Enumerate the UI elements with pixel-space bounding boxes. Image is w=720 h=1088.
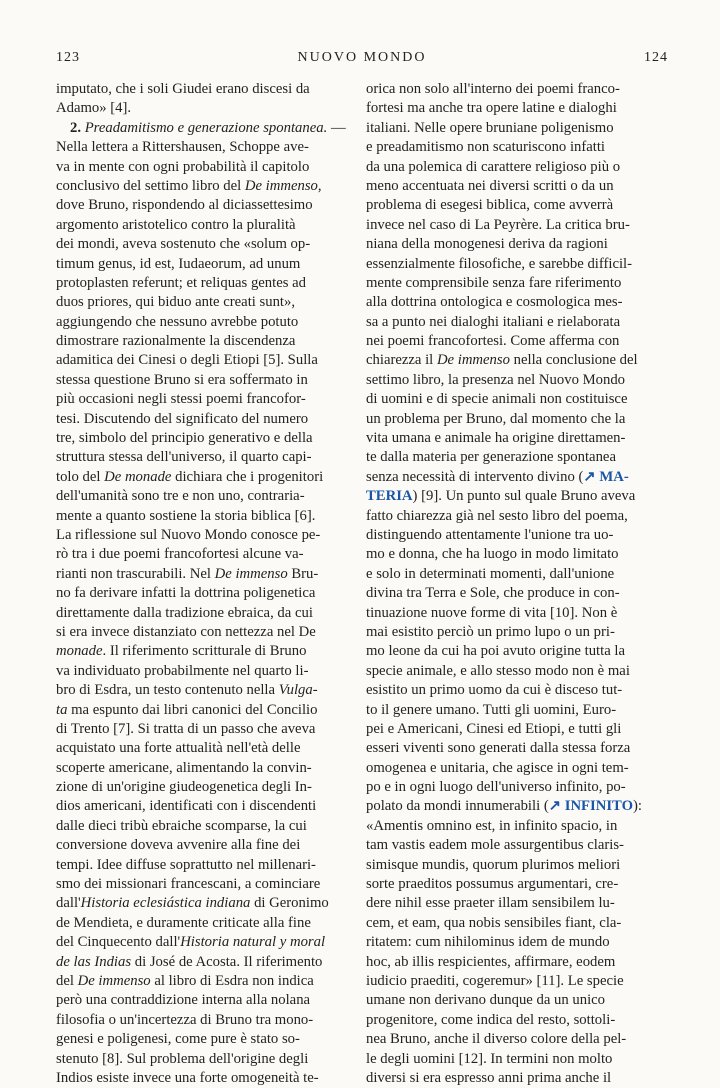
text-line: italiani. Nelle opere bruniane poligenismo	[366, 119, 614, 136]
text-line: nea Bruno, anche il diverso colore della pel-	[366, 1031, 627, 1048]
text-line: esistito un primo uomo da cui è disceso tut-	[366, 682, 623, 699]
text-line: va individuato probabilmente nel quarto li-	[56, 662, 309, 679]
text-line: diversi si era espresso anni prima anche il	[366, 1069, 612, 1086]
text-line: progenitore, come indica del resto, sottoli-	[366, 1011, 616, 1028]
text-line: chiarezza il De immenso nella conclusione del	[366, 352, 638, 369]
text-line: dalle dieci tribù ebraiche scomparse, la cui	[56, 817, 307, 834]
page-number-left: 123	[56, 50, 80, 65]
cross-ref-link[interactable]: TERIA	[366, 488, 413, 505]
text-line: bro di Esdra, un testo contenuto nella Vulga-	[56, 682, 318, 699]
text-line: zione di un'origine giudeogenetica degli In-	[56, 779, 312, 796]
text-line: conclusivo del settimo libro del De immenso,	[56, 177, 322, 194]
text-line: tinuazione nuove forme di vita [10]. Non è	[366, 604, 618, 621]
text-line: essenzialmente filosofiche, e sarebbe difficil-	[366, 255, 633, 272]
text-line: tam vastis eadem mole assurgentibus claris-	[366, 837, 624, 854]
text-line: mente a quanto sostiene la storia biblica [6].	[56, 507, 316, 524]
text-line: 2. Preadamitismo e generazione spontanea. —	[70, 119, 346, 136]
text-line: di Trento [7]. Si tratta di un passo che aveva	[56, 720, 316, 737]
text-line: te dalla materia per generazione spontanea	[366, 449, 616, 466]
text-line: stenuto [8]. Sul problema dell'origine degli	[56, 1050, 309, 1067]
text-line: dei mondi, aveva sostenuto che «solum op-	[56, 236, 311, 253]
text-line: filosofia o un'incertezza di Bruno tra mono-	[56, 1011, 314, 1028]
text-line: meno accentuata nei diversi scritti o da un	[366, 177, 614, 194]
text-line: e solo in determinati momenti, dall'unione	[366, 565, 615, 582]
cross-ref-link[interactable]: ↗ INFINITO	[548, 798, 634, 815]
text-line: invece nel caso di La Peyrère. La critica bru-	[366, 216, 630, 233]
text-line: Adamo» [4].	[56, 100, 132, 117]
text-line: va in mente con ogni probabilità il capitolo	[56, 158, 310, 175]
cross-ref-link[interactable]: ↗ MA-	[583, 468, 629, 485]
text-line: sorte praeditos possumus argumentari, cre-	[366, 876, 619, 893]
text-line: esseri viventi sono generati dalla stessa forza	[366, 740, 631, 757]
text-line: dall'Historia eclesiástica indiana di Geronimo	[56, 895, 329, 912]
text-line: mo leone da cui ha poi avuto origine tutta la	[366, 643, 625, 660]
text-line: mo e donna, che ha luogo in modo limitato	[366, 546, 619, 563]
text-line: sa a punto nei dialoghi italiani e rielaborata	[366, 313, 621, 330]
text-line: del Cinquecento dall'Historia natural y moral	[56, 934, 326, 951]
text-line: imputato, che i soli Giudei erano discesi da	[56, 81, 310, 97]
text-line: «Amentis omnino est, in infinito spacio, in	[366, 817, 618, 834]
text-line: po e in ogni luogo dell'universo infinito, po-	[366, 779, 626, 796]
text-line: hoc, ab illis respicientes, affirmare, eodem	[366, 953, 616, 970]
page-header	[56, 50, 668, 72]
text-line: senza necessità di intervento divino (↗ MA-	[366, 468, 629, 485]
text-line: mente comprensibile senza fare riferimento	[366, 274, 622, 291]
text-line: Indios esiste invece una forte omogeneità te-	[56, 1069, 319, 1086]
text-line: tempi. Idee diffuse soprattutto nel millenari-	[56, 856, 316, 873]
text-line: un problema per Bruno, dal momento che la	[366, 410, 626, 427]
text-line: protoplasten referunt; et reliquas gentes ad	[56, 274, 307, 291]
text-line: di uomini e di specie animali non costituisce	[366, 391, 628, 408]
running-title: NUOVO MONDO	[297, 50, 427, 65]
text-line: settimo libro, la presenza nel Nuovo Mondo	[366, 371, 626, 388]
text-line: ta ma espunto dai libri canonici del Concilio	[56, 701, 318, 718]
text-line: dell'umanità sono tre e non uno, contraria-	[56, 488, 305, 505]
text-line: iudicio praediti, cogeremur» [11]. Le specie	[366, 972, 624, 989]
text-line: Nella lettera a Rittershausen, Schoppe ave-	[56, 139, 309, 156]
text-line: e preadamitismo non scaturiscono infatti	[366, 139, 606, 156]
text-line: argomento aristotelico contro la pluralità	[56, 216, 296, 233]
text-line: conversione doveva avvenire alla fine dei	[56, 837, 301, 854]
text-line: scoperte americane, alimentando la convin-	[56, 759, 312, 776]
text-line: to il genere umano. Tutti gli uomini, Euro-	[366, 701, 617, 718]
text-line: da una polemica di carattere religioso più o	[366, 158, 621, 175]
text-line: umane non derivano dunque da un unico	[366, 992, 606, 1009]
text-line: polato da mondi innumerabili (↗ INFINITO):	[366, 798, 643, 815]
text-column-left	[56, 80, 356, 1086]
page-number-right: 124	[644, 50, 668, 65]
text-line: omogenea e unitaria, che agisce in ogni tem-	[366, 759, 629, 776]
text-line: le degli uomini [12]. In termini non molto	[366, 1050, 613, 1067]
text-line: duos priores, qui biduo ante creati sunt»,	[56, 294, 296, 311]
text-line: struttura stessa dell'universo, il quarto capi-	[56, 449, 312, 466]
text-line: del De immenso al libro di Esdra non indica	[56, 972, 314, 989]
text-line: TERIA) [9]. Un punto sul quale Bruno aveva	[366, 488, 636, 505]
text-line: fortesi ma anche tra opere latine e dialoghi	[366, 100, 617, 117]
text-line: dios americani, identificati con i discendenti	[56, 798, 317, 815]
text-line: dimostrare razionalmente la discendenza	[56, 333, 296, 350]
text-line: fatto chiarezza già nel sesto libro del poema,	[366, 507, 628, 524]
text-line: tolo del De monade dichiara che i progenitori	[56, 468, 324, 485]
text-line: orica non solo all'interno dei poemi franco-	[366, 81, 620, 97]
text-line: mai esistito perciò un primo lupo o un pri-	[366, 623, 615, 640]
text-line: niana della monogenesi deriva da ragioni	[366, 236, 608, 253]
text-line: distinguendo attentamente l'unione tra uo-	[366, 526, 614, 543]
text-line: però una contraddizione interna alla nolana	[56, 992, 311, 1009]
text-line: no fa derivare infatti la dottrina poligenetica	[56, 585, 316, 602]
text-line: dere nihil esse praeter illam sensibilem lu-	[366, 895, 615, 912]
text-line: tre, simbolo del principio generativo e della	[56, 430, 313, 447]
text-line: si era invece distanziato con nettezza nel De	[56, 623, 316, 640]
text-line: rò tra i due poemi francofortesi alcune va-	[56, 546, 304, 563]
text-line: alla dottrina ontologica e cosmologica mes-	[366, 294, 623, 311]
text-line: problema di esegesi biblica, come avverrà	[366, 197, 614, 214]
text-line: de Mendieta, e duramente criticate alla fine	[56, 914, 311, 931]
text-line: più occasioni negli stessi poemi francofor-	[56, 391, 306, 408]
text-line: dove Bruno, rispondendo al diciassettesimo	[56, 197, 313, 214]
text-line: tesi. Discutendo del significato del numero	[56, 410, 309, 427]
text-line: de las Indias di José de Acosta. Il riferimento	[56, 953, 323, 970]
text-line: simisque mundis, quorum plurimos meliori	[366, 856, 621, 873]
text-line: genesi e poligenesi, come pure è stato so-	[56, 1031, 300, 1048]
text-line: smo dei missionari francescani, a cominciare	[56, 876, 321, 893]
text-line: vita umana e animale ha origine direttamen-	[366, 430, 626, 447]
text-line: cem, et eam, qua nobis sensibiles fiant, cla-	[366, 914, 622, 931]
text-line: specie animale, e allo stesso modo non è mai	[366, 662, 630, 679]
text-line: monade. Il riferimento scritturale di Bruno	[56, 643, 307, 660]
text-line: pei e Americani, Cinesi ed Etiopi, e tutti gli	[366, 720, 622, 737]
text-line: stessa questione Bruno si era soffermato in	[56, 371, 308, 388]
text-line: rianti non trascurabili. Nel De immenso Bru-	[56, 565, 319, 582]
text-line: nei poemi francofortesi. Come afferma con	[366, 333, 620, 350]
text-line: acquistato una forte attualità nell'età delle	[56, 740, 301, 757]
text-line: ritatem: cum nihilominus idem de mundo	[366, 934, 610, 951]
text-column-right	[366, 80, 666, 1086]
text-line: timum genus, id est, Iudaeorum, ad unum	[56, 255, 301, 272]
text-line: divina tra Terra e Sole, che produce in con-	[366, 585, 620, 602]
text-line: aggiungendo che nessuno avrebbe potuto	[56, 313, 299, 330]
text-line: La riflessione sul Nuovo Mondo conosce pe-	[56, 526, 321, 543]
text-line: adamitica dei Cinesi o degli Etiopi [5]. Sulla	[56, 352, 318, 369]
text-line: direttamente dalla tradizione ebraica, da cui	[56, 604, 313, 621]
